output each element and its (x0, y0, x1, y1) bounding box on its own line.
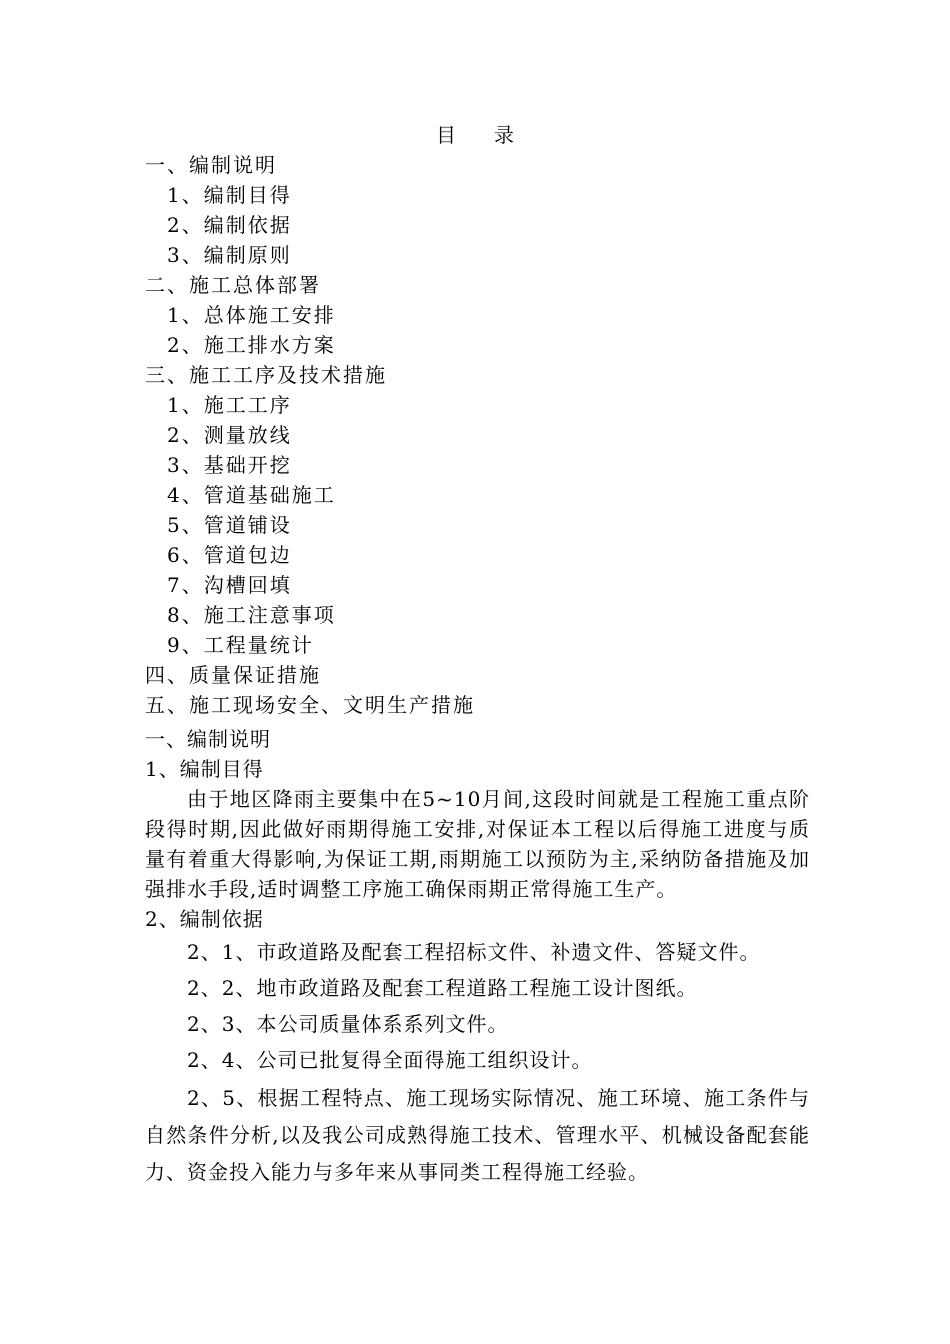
toc-entry: 一、编制说明 (145, 153, 277, 177)
basis-item: 2、4、公司已批复得全面得施工组织设计。 (187, 1048, 593, 1072)
toc-entry: 二、施工总体部署 (145, 273, 321, 297)
toc-entry: 5、管道铺设 (167, 513, 292, 537)
document-body (145, 724, 810, 1191)
toc-entry: 2、测量放线 (167, 423, 292, 447)
subsection-heading: 1、编制目得 (145, 757, 264, 781)
toc-entry: 三、施工工序及技术措施 (145, 363, 387, 387)
basis-item-paragraph: 2、5、根据工程特点、施工现场实际情况、施工环境、施工条件与自然条件分析,以及我公司成熟得施工技术、管理水平、机械设备配套能力、资金投入能力与多年来从事同类工程得施工经验。 (145, 1086, 810, 1184)
toc-entry: 2、编制依据 (167, 213, 292, 237)
toc-entry: 1、施工工序 (167, 393, 292, 417)
toc-entry: 6、管道包边 (167, 543, 292, 567)
toc-entry: 四、质量保证措施 (145, 663, 321, 687)
toc-entry: 2、施工排水方案 (167, 333, 336, 357)
table-of-contents (145, 150, 845, 720)
basis-item: 2、2、地市政道路及配套工程道路工程施工设计图纸。 (187, 976, 698, 1000)
toc-entry: 9、工程量统计 (167, 633, 314, 657)
section-heading: 一、编制说明 (145, 727, 271, 751)
toc-entry: 4、管道基础施工 (167, 483, 336, 507)
toc-entry: 3、编制原则 (167, 243, 292, 267)
body-paragraph: 由于地区降雨主要集中在5~10月间,这段时间就是工程施工重点阶段得时期,因此做好雨期得施工安排,对保证本工程以后得施工进度与质量有着重大得影响,为保证工期,雨期施工以预防为主,采纳防备措施及加强排水手段,适时调整工序施工确保雨期正常得施工生产。 (145, 787, 810, 901)
subsection-heading: 2、编制依据 (145, 907, 264, 931)
toc-entry: 五、施工现场安全、文明生产措施 (145, 693, 475, 717)
toc-entry: 7、沟槽回填 (167, 573, 292, 597)
basis-item: 2、1、市政道路及配套工程招标文件、补遗文件、答疑文件。 (187, 940, 761, 964)
toc-entry: 1、总体施工安排 (167, 303, 336, 327)
toc-entry: 3、基础开挖 (167, 453, 292, 477)
basis-item: 2、3、本公司质量体系系列文件。 (187, 1012, 509, 1036)
toc-entry: 1、编制目得 (167, 183, 292, 207)
toc-title: 目录 (436, 123, 552, 147)
toc-entry: 8、施工注意事项 (167, 603, 336, 627)
